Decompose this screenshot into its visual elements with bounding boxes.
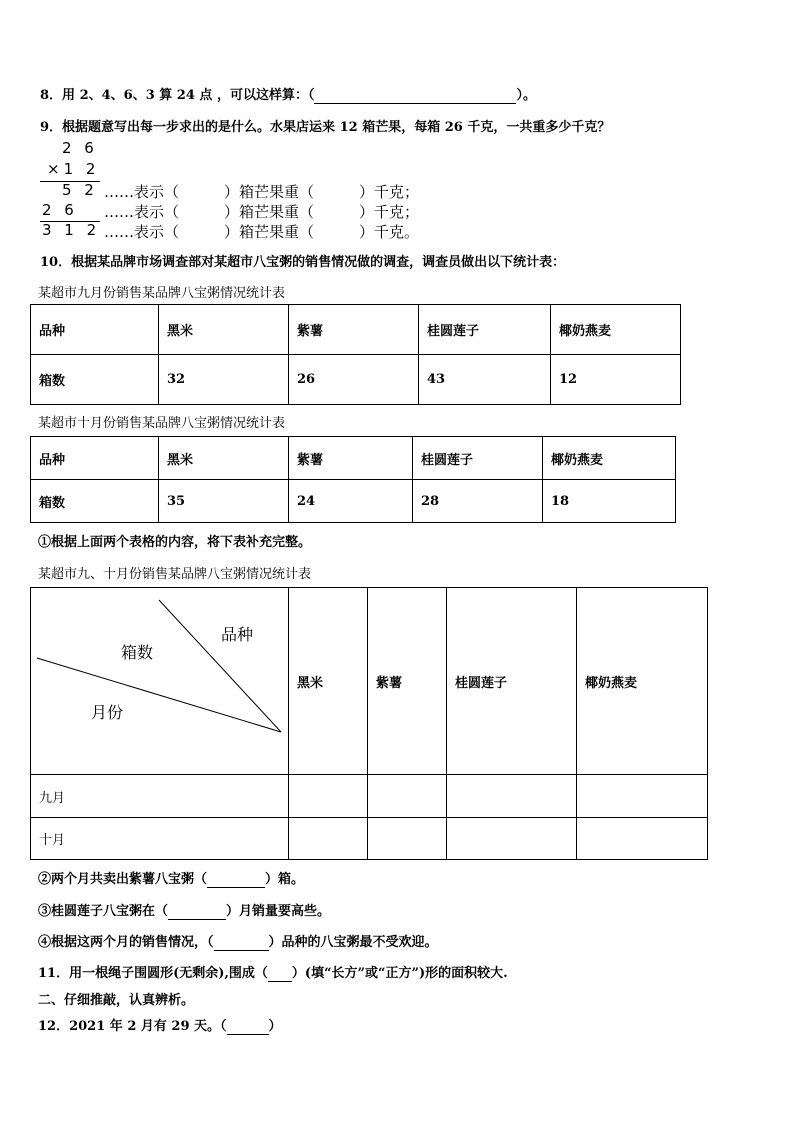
table3-row-october — [31, 818, 708, 860]
question-12 — [38, 1015, 282, 1035]
calc-explain-3: ……表示（ ）箱芒果重（ ）千克。 — [104, 223, 420, 241]
table3-header-cell: 紫薯 — [368, 588, 447, 775]
calc-row-3: 5 2 — [62, 181, 98, 199]
answer-blank-sub4[interactable] — [214, 935, 269, 951]
sub-question-4-text: ④根据这两个月的销售情况，（ — [38, 935, 214, 950]
table3-answer-cell[interactable] — [368, 818, 447, 860]
table3-header-row — [31, 588, 708, 775]
table3-answer-cell[interactable] — [368, 775, 447, 818]
question-11 — [38, 962, 508, 982]
table1-header-cell: 椰奶燕麦 — [551, 305, 681, 355]
table-september — [30, 304, 681, 405]
question-10: 10．根据某品牌市场调查部对某超市八宝粥的销售情况做的调查，调查员做出以下统计表： — [40, 255, 566, 270]
table1-header-cell: 紫薯 — [289, 305, 419, 355]
sub-question-2 — [38, 868, 304, 888]
table2-header-cell: 桂圆莲子 — [413, 437, 543, 480]
answer-blank-sub2[interactable] — [207, 872, 265, 888]
table3-row-label: 十月 — [31, 818, 289, 860]
table3-answer-cell[interactable] — [289, 775, 368, 818]
table2-title: 某超市十月份销售某品牌八宝粥情况统计表 — [38, 416, 286, 431]
table2-cell: 28 — [413, 480, 543, 523]
question-8 — [40, 84, 536, 104]
table3-diagonal-header — [31, 588, 289, 775]
calc-row-1: 2 6 — [62, 139, 98, 157]
table3-header-cell: 桂圆莲子 — [447, 588, 577, 775]
table3-header-cell: 黑米 — [289, 588, 368, 775]
calc-explain-2: ……表示（ ）箱芒果重（ ）千克； — [104, 203, 420, 221]
table3-title: 某超市九、十月份销售某品牌八宝粥情况统计表 — [38, 567, 312, 582]
table3-answer-cell[interactable] — [577, 818, 708, 860]
table1-header-cell: 黑米 — [159, 305, 289, 355]
answer-blank-q8[interactable] — [314, 88, 516, 104]
table2-header-cell: 品种 — [31, 437, 159, 480]
table2-cell: 35 — [159, 480, 289, 523]
diagonal-label-mid: 箱数 — [121, 643, 154, 662]
table2-cell: 18 — [543, 480, 676, 523]
table1-cell: 箱数 — [31, 355, 159, 405]
calc-row-2: ×1 2 — [47, 160, 100, 178]
question-9: 9．根据题意写出每一步求出的是什么。水果店运来 12 箱芒果，每箱 26 千克，一共重多少千克？ — [40, 120, 611, 135]
table2-cell: 24 — [289, 480, 413, 523]
table1-cell: 12 — [551, 355, 681, 405]
table2-header-cell: 黑米 — [159, 437, 289, 480]
table2-cell: 箱数 — [31, 480, 159, 523]
diagonal-lines — [31, 588, 289, 775]
table3-answer-cell[interactable] — [577, 775, 708, 818]
sub-question-3-text: ③桂圆莲子八宝粥在（ — [38, 904, 169, 919]
calc-row-4: 2 6 — [42, 201, 78, 219]
table2-data-row — [31, 480, 676, 523]
calc-explain-1: ……表示（ ）箱芒果重（ ）千克； — [104, 183, 420, 201]
diagonal-label-top: 品种 — [221, 625, 254, 644]
question-8-text: 8．用 2、4、6、3 算 24 点 ，可以这样算：（ — [40, 88, 315, 103]
table1-cell: 32 — [159, 355, 289, 405]
table3-answer-cell[interactable] — [447, 818, 577, 860]
sub-question-2-text: ②两个月共卖出紫薯八宝粥（ — [38, 872, 208, 887]
question-12-text: 12．2021 年 2 月有 29 天。（ — [38, 1019, 227, 1034]
table2-header-row — [31, 437, 676, 480]
question-8-close: ）。 — [516, 88, 536, 103]
table-october — [30, 436, 676, 523]
calc-row-5: 3 1 2 — [42, 221, 101, 239]
table1-cell: 26 — [289, 355, 419, 405]
sub-question-3-close: ）月销量要高些。 — [226, 904, 331, 919]
table3-row-september — [31, 775, 708, 818]
table1-title: 某超市九月份销售某品牌八宝粥情况统计表 — [38, 286, 286, 301]
answer-blank-q12[interactable] — [227, 1019, 269, 1035]
sub-question-4-close: ）品种的八宝粥最不受欢迎。 — [268, 935, 438, 950]
answer-blank-sub3[interactable] — [168, 904, 226, 920]
answer-blank-q11[interactable] — [268, 966, 292, 982]
table2-header-cell: 紫薯 — [289, 437, 413, 480]
sub-question-2-close: ）箱。 — [265, 872, 305, 887]
table1-header-row — [31, 305, 681, 355]
table1-header-cell: 品种 — [31, 305, 159, 355]
table-combined — [30, 587, 708, 860]
table3-answer-cell[interactable] — [289, 818, 368, 860]
question-12-close: ） — [268, 1019, 282, 1034]
table2-header-cell: 椰奶燕麦 — [543, 437, 676, 480]
sub-question-4 — [38, 931, 438, 951]
table1-cell: 43 — [419, 355, 551, 405]
table1-data-row — [31, 355, 681, 405]
table3-answer-cell[interactable] — [447, 775, 577, 818]
sub-question-1: ①根据上面两个表格的内容，将下表补充完整。 — [38, 535, 312, 550]
section-2-heading: 二、仔细推敲，认真辨析。 — [38, 993, 195, 1008]
table3-header-cell: 椰奶燕麦 — [577, 588, 708, 775]
sub-question-3 — [38, 900, 330, 920]
question-11-close: ）(填“长方”或“正方”)形的面积较大. — [291, 966, 508, 981]
diagonal-label-bottom: 月份 — [91, 703, 124, 722]
question-11-text: 11．用一根绳子围圆形(无剩余),围成（ — [38, 966, 268, 981]
table1-header-cell: 桂圆莲子 — [419, 305, 551, 355]
table3-row-label: 九月 — [31, 775, 289, 818]
